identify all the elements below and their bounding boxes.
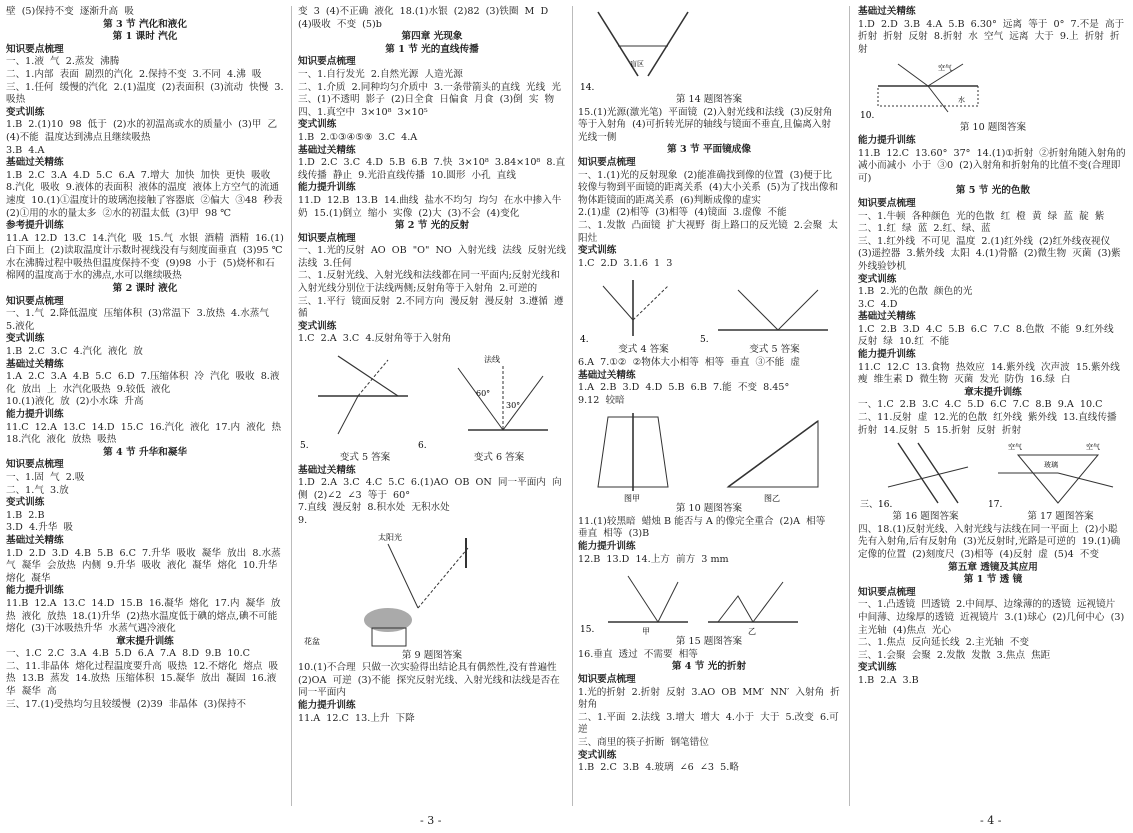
figure-q14 — [578, 6, 840, 94]
answer-line: 一、1.光的反射 AO OB "O" NO 入射光线 法线 反射光线 法线 3.任何 — [298, 245, 573, 269]
answer-line: 一、1.凸透镜 凹透镜 2.中间厚、边缘薄的的透镜 远视镜片 中间薄、边缘厚的透镜 近视镜片 3.(1)球心 (2)几何中心 (3)主光轴 (4)焦点 光心 — [858, 599, 1125, 636]
col3-text-d — [578, 649, 840, 775]
column-2 — [298, 6, 573, 806]
q10-mirrors-svg — [578, 407, 840, 503]
variant-5-6-svg — [298, 346, 566, 452]
subsection-label: 变式训练 — [858, 662, 897, 674]
angle-60-label: 60° — [476, 389, 491, 399]
variant-5b-caption: 变式 5 答案 — [749, 344, 800, 356]
column-1 — [6, 6, 289, 806]
subsection-label: 知识要点梳理 — [858, 586, 916, 598]
variant-4-number: 4. — [580, 335, 589, 346]
answer-line: 11.C 12.C 13.食物 热效应 14.紫外线 次声波 15.紫外线 瘦 维生素 D 微生物 灭菌 发光 防伪 16.绿 白 — [858, 361, 1126, 386]
air-label-2: 空气 — [1008, 443, 1022, 452]
subsection-label: 能力提升训练 — [578, 541, 636, 553]
answer-line: 1.D 2.C 3.C 4.D 5.B 6.B 7.快 3×10⁸ 3.84×10⁸ 8.直线传播 静止 9.光沿直线传播 10.圆形 小孔 直线 — [298, 157, 566, 181]
q16-number: 三、16. — [860, 500, 893, 511]
subsection-label: 基础过关精练 — [298, 464, 356, 476]
q16-17-svg — [858, 437, 1128, 511]
q15-svg — [578, 566, 840, 636]
q14-caption: 第 14 题图答案 — [675, 94, 743, 105]
glass-label: 玻璃 — [1044, 461, 1058, 470]
variant-4-5-captions — [578, 344, 840, 357]
subsection-label: 能力提升训练 — [858, 134, 916, 146]
section-heading: 第 2 课时 液化 — [112, 283, 178, 295]
variant-6-diagram — [458, 354, 548, 430]
section-heading: 第五章 透镜及其应用 — [948, 561, 1038, 573]
subsection-label: 能力提升训练 — [298, 699, 356, 711]
page-number-right: - 4 - — [980, 814, 1002, 827]
q14-number: 14. — [580, 83, 595, 93]
water-label: 水 — [958, 96, 965, 105]
answer-line: 三、1.红外线 不可见 温度 2.(1)红外线 (2)红外线夜视仪 (3)遥控器 3.紫外线 太阳 4.(1)骨骼 (2)微生物 灭菌 (3)紫外线验钞机 — [858, 235, 1121, 272]
column-4 — [858, 6, 1131, 806]
answer-line: 二、11.反射 虚 12.光的色散 红外线 紫外线 13.直线传播 折射 14.反射 5 15.折射 反射 折射 — [858, 412, 1123, 436]
answer-line: 三、1.会聚 会聚 2.发散 发散 3.焦点 焦距 — [858, 649, 1051, 661]
subsection-label: 基础过关精练 — [6, 157, 64, 169]
answer-line: 10.(1)不合理 只做一次实验得出结论具有偶然性,没有普遍性 (2)OA 可逆 (3)不能 探究反射光线、入射光线和法线是否在同一平面内 — [298, 662, 563, 699]
answer-line: 三、17.(1)受热均匀且较缓慢 (2)39 非晶体 (3)保持不 — [6, 698, 247, 710]
answer-line: 一、1.自行发光 2.自然光源 人造光源 — [298, 68, 463, 80]
figure-q10-mirrors — [578, 407, 840, 503]
answer-line: 3.C 4.D — [858, 298, 898, 310]
figure-q15 — [578, 566, 840, 636]
answer-line: 1.B 2.光的色散 颜色的光 — [858, 286, 973, 298]
answer-line: 变 3 (4)不正确 液化 18.(1)水银 (2)82 (3)铁圈 M D (4)吸收 不变 (5)b — [298, 6, 555, 30]
answer-line: 11.B 12.A 13.C 14.D 15.B 16.凝华 熔化 17.内 凝华 放热 液化 放热 18.(1)升华 (2)热水温度低于碘的熔点,碘不可能熔化 (3)干冰吸热升华 水蒸气遇冷液化 — [6, 597, 281, 635]
answer-line: 1.D 2.D 3.B 4.A 5.B 6.30° 远离 等于 0° 7.不是 高于 折射 折射 反射 8.折射 水 空气 远离 大于 9.上 折射 折射 — [858, 18, 1131, 55]
variant-5b-number: 5. — [700, 335, 709, 346]
answer-line: 二、1.平面 2.法线 3.增大 增大 4.小于 大于 5.改变 6.可逆 — [578, 711, 839, 736]
subsection-label: 基础过关精练 — [6, 534, 64, 546]
answer-line: 1.B 2.C 3.C 4.汽化 液化 放 — [6, 346, 143, 358]
answer-line: 6.A 7.①② ②物体大小相等 相等 垂直 ③不能 虚 — [578, 356, 800, 368]
answer-line: 二、1.发散 凸面镜 扩大视野 街上路口的反光镜 2.会聚 太阳灶 — [578, 219, 838, 244]
answer-line: 1.B 2.B — [6, 509, 45, 521]
answer-line: 一、1.液 气 2.蒸发 沸腾 — [6, 56, 120, 68]
answer-line: 二、1.红 绿 蓝 2.红、绿、蓝 — [858, 223, 991, 235]
answer-line: 1.A 2.B 3.D 4.D 5.B 6.B 7.能 不变 8.45° — [578, 382, 790, 394]
subsection-label: 能力提升训练 — [858, 349, 916, 361]
subsection-label: 知识要点梳理 — [6, 295, 64, 307]
answer-line: 10.(1)液化 放 (2)小水珠 升高 — [6, 396, 144, 408]
subsection-label: 知识要点梳理 — [6, 459, 64, 471]
variant-5-caption: 变式 5 答案 — [339, 452, 391, 464]
answer-line: 1.B 2.A 3.B — [858, 674, 919, 686]
answer-line: 三、1.任何 缓慢的汽化 2.(1)温度 (2)表面积 (3)流动 快慢 3.吸热 — [6, 81, 284, 106]
answer-line: 三、(1)不透明 影子 (2)日全食 日偏食 月食 (3)倒 实 物 — [298, 94, 555, 106]
answer-line: 一、1.C 2.B 3.C 4.C 5.D 6.C 7.C 8.B 9.A 10.C — [858, 399, 1103, 411]
flowerpot-label: 花盆 — [304, 636, 320, 646]
answer-line: 1.光的折射 2.折射 反射 3.AO OB MM′ NN′ 入射角 折射角 — [578, 686, 840, 711]
answer-line: 二、1.反射光线、入射光线和法线都在同一平面内;反射光线和入射光线分别位于法线两侧;反射角等于入射角 2.可逆的 — [298, 270, 560, 295]
q10-mirrors-caption: 第 10 题图答案 — [675, 503, 743, 515]
subsection-label: 基础过关精练 — [858, 311, 916, 323]
answer-line: 3.D 4.升华 吸 — [6, 522, 73, 534]
section-heading: 第 3 节 平面镜成像 — [667, 144, 751, 156]
answer-line: 9.12 较暗 — [578, 394, 625, 406]
q15-caption: 第 15 题图答案 — [675, 636, 743, 648]
subsection-label: 变式训练 — [298, 119, 337, 131]
figure-variant-4-5 — [578, 270, 840, 344]
col4-text-c — [858, 524, 1128, 688]
subsection-label: 变式训练 — [6, 333, 45, 345]
q10b-number: 10. — [860, 111, 875, 122]
answer-line: 二、1.介质 2.同种均匀介质中 3.一条带箭头的直线 光线 光 — [298, 81, 561, 93]
normal-label: 法线 — [484, 355, 500, 365]
section-heading: 第 4 节 光的折射 — [671, 661, 747, 673]
figure-variant-5-6 — [298, 346, 566, 452]
answer-line: 1.B 2.C 3.B 4.玻璃 ∠6 ∠3 5.略 — [578, 762, 739, 774]
figure-jia-label: 图甲 — [624, 494, 640, 504]
page-number-left: - 3 - — [420, 814, 442, 827]
q14-svg — [578, 6, 840, 94]
answer-line: 9. — [298, 515, 308, 526]
sunlight-label: 太阳光 — [378, 532, 402, 542]
subsection-label: 能力提升训练 — [298, 182, 356, 194]
answer-line: 1.A 2.C 3.A 4.B 5.C 6.D 7.压缩体积 冷 汽化 吸收 8.液化 放出 上 水汽化吸热 9.较低 液化 — [6, 371, 280, 395]
answer-line: 一、1.气 2.降低温度 压缩体积 (3)常温下 3.放热 4.水蒸气 5.液化 — [6, 308, 276, 332]
subsection-label: 能力提升训练 — [6, 409, 64, 420]
answer-line: 3.B 4.A — [6, 144, 45, 156]
answer-line: 11.C 12.A 13.C 14.D 15.C 16.汽化 液化 17.内 液化 热 18.汽化 液化 放热 吸热 — [6, 421, 288, 446]
section-heading: 第四章 光现象 — [401, 31, 463, 43]
answer-line: 7.直线 漫反射 8.积水处 无积水处 — [298, 502, 450, 514]
answer-line: 一、1.(1)光的反射现象 (2)能准确找到像的位置 (3)便于比较像与物到平面镜的距离关系 (4)大小关系 (5)为了找出像和物体距镜面的距离关系 (6)判断成像的虚实 — [578, 169, 839, 206]
air-label: 空气 — [938, 64, 952, 73]
subsection-label: 变式训练 — [6, 497, 45, 509]
section-heading: 第 4 节 升华和凝华 — [103, 446, 187, 458]
col3-text-c — [578, 516, 840, 566]
answer-line: 12.B 13.D 14.上方 前方 3 mm — [578, 553, 729, 565]
q16-17-captions — [858, 511, 1128, 524]
answer-line: 四、1.真空中 3×10⁸ 3×10⁵ — [298, 106, 428, 118]
q17-caption: 第 17 题图答案 — [1027, 511, 1094, 523]
answer-line: 15.(1)光源(激光笔) 平面镜 (2)入射光线和法线 (3)反射角等于入射角 (4)可折转光屏的轴线与镜面不垂直,且偏离入射光线一侧 — [578, 106, 833, 143]
col1-content — [6, 6, 289, 711]
variant-5-diagram — [318, 356, 408, 434]
answer-line: 1.B 2.①③④⑤⑨ 3.C 4.A — [298, 131, 418, 143]
q15-yi-label: 乙 — [748, 627, 756, 637]
answer-line: 11.A 12.D 13.C 14.汽化 吸 15.气 水银 酒精 酒精 16.(1)白下面上 (2)读取温度计示数时视线没有与刻度面垂直 (3)95 ℃ 水在沸腾过程中吸热但温度保持不变 (9)98 小于 (5)烧杯和石棉网的温度高于水的沸点,水可以继续吸热 — [6, 232, 289, 282]
column-3 — [578, 6, 840, 806]
figure-yi-label: 图乙 — [764, 494, 780, 504]
answer-line: 1.B 2.(1)10 98 低于 (2)水的初温高或水的质量小 (3)甲 乙 (4)不能 温度达到沸点且继续吸热 — [6, 119, 284, 143]
answer-line: 2.(1)虚 (2)相等 (3)相等 (4)镜面 3.虚像 不能 — [578, 207, 787, 219]
figure-q16-17 — [858, 437, 1128, 511]
answer-line: 二、11.非晶体 熔化过程温度要升高 吸热 12.不熔化 熔点 吸热 13.B 蒸发 14.放热 压缩体积 15.凝华 放出 凝固 16.液华 凝华 高 — [6, 660, 279, 698]
variant-4-caption: 变式 4 答案 — [618, 344, 669, 356]
answer-line: 11.D 12.B 13.B 14.曲线 盐水不均匀 均匀 在水中掺入牛奶 15.(1)倒立 缩小 实像 (2)大 (3)不会 (4)变化 — [298, 194, 562, 219]
col3-text-a — [578, 107, 840, 271]
fig-6-number: 6. — [418, 441, 427, 452]
col2-text-a — [298, 6, 573, 346]
subsection-label: 知识要点梳理 — [298, 56, 356, 68]
subsection-label: 变式训练 — [298, 320, 337, 332]
col3-text-b — [578, 357, 840, 407]
answer-line: 1.B 2.C 3.A 4.D 5.C 6.A 7.增大 加快 加快 更快 吸收 8.汽化 吸收 9.液体的表面积 液体的温度 液体上方空气的流通速度 10.(1)①温度计的玻璃泡接触了容器底 ②偏大 ③48 秒表 (2)①用的水的量太多 ②水的初温太低 (3)甲 98 ℃ — [6, 169, 289, 219]
section-heading: 章末提升训练 — [116, 635, 174, 647]
section-heading: 第 2 节 光的反射 — [394, 220, 470, 232]
subsection-label: 变式训练 — [578, 245, 617, 257]
col4-text-a — [858, 6, 1131, 56]
answer-line: 二、1.焦点 反向延长线 2.主光轴 不变 — [858, 637, 1029, 649]
subsection-label: 基础过关精练 — [6, 358, 64, 370]
col2-text-c — [298, 662, 566, 725]
q16-caption: 第 16 题图答案 — [892, 511, 959, 523]
q15-number: 15. — [580, 625, 595, 636]
answer-line: 1.C 2.D 3.1.6 1 3 — [578, 257, 673, 269]
col2-text-b — [298, 465, 566, 528]
q9-svg — [298, 528, 566, 650]
variant-6-caption: 变式 6 答案 — [473, 452, 525, 464]
col4-text-b — [858, 135, 1128, 437]
answer-line: 1.D 2.A 3.C 4.C 5.C 6.(1)AO OB ON 同一平面内 向侧 (2)∠2 ∠3 等于 60° — [298, 477, 562, 501]
section-heading: 章末提升训练 — [964, 386, 1022, 398]
answer-line: 一、1.C 2.C 3.A 4.B 5.D 6.A 7.A 8.D 9.B 10.C — [6, 648, 251, 660]
answer-line: 1.C 2.A 3.C 4.反射角等于入射角 — [298, 333, 452, 345]
answer-line: 1.D 2.D 3.D 4.B 5.B 6.C 7.升华 吸收 凝华 放出 8.水蒸气 凝华 会放热 内侧 9.升华 吸收 液化 凝华 熔化 10.升华 熔化 凝华 — [6, 547, 284, 584]
fig-5-number: 5. — [300, 441, 309, 452]
q9-caption: 第 9 题图答案 — [401, 649, 463, 661]
q10-refraction-caption: 第 10 题图答案 — [959, 122, 1027, 134]
q10-refraction-svg — [858, 56, 1128, 122]
figure-q9 — [298, 528, 566, 650]
subsection-label: 参考提升训练 — [6, 220, 64, 232]
answer-line: 二、1.内部 表面 剧烈的汽化 2.保持不变 3.不同 4.沸 吸 — [6, 68, 262, 80]
answer-line: 三、商里的筷子折断 钢笔错位 — [578, 737, 709, 748]
subsection-label: 知识要点梳理 — [298, 232, 356, 244]
q15-jia-label: 甲 — [642, 627, 650, 637]
subsection-label: 基础过关精练 — [298, 144, 356, 156]
answer-line: 一、1.固 气 2.吸 — [6, 471, 85, 483]
variant-5-6-captions — [298, 452, 566, 465]
figure-q10-refraction — [858, 56, 1128, 122]
subsection-label: 能力提升训练 — [6, 585, 64, 597]
answer-line: 1.C 2.B 3.D 4.C 5.B 6.C 7.C 8.色散 不能 9.红外线 反射 绿 10.红 不能 — [858, 323, 1120, 348]
subsection-label: 知识要点梳理 — [858, 197, 916, 209]
subsection-label: 基础过关精练 — [578, 369, 636, 381]
answer-line: 11.(1)较黑暗 蜡烛 B 能否与 A 的像完全重合 (2)A 相等 垂直 相等 (3)B — [578, 515, 832, 540]
subsection-label: 变式训练 — [578, 749, 617, 761]
subsection-label: 变式训练 — [6, 106, 45, 118]
answer-line: 四、18.(1)反射光线、入射光线与法线在同一平面上 (2)小聪 先有入射角,后有反射角 (3)光反射时,光路是可逆的 19.(1)确定像的位置 (2)刻度尺 (3)相等 (4)反射 虚 (5)4 不变 — [858, 523, 1124, 560]
subsection-label: 基础过关精练 — [858, 6, 916, 17]
answer-line: 16.垂直 透过 不需要 相等 — [578, 648, 698, 660]
section-heading: 第 3 节 汽化和液化 — [103, 18, 187, 30]
subsection-label: 变式训练 — [858, 273, 897, 285]
answer-line: 二、1.气 3.放 — [6, 484, 69, 496]
air-label-3: 空气 — [1086, 443, 1100, 452]
section-heading: 第 1 节 光的直线传播 — [385, 43, 479, 55]
answer-line: 壁 (5)保持不变 逐渐升高 吸 — [6, 6, 134, 17]
subsection-label: 知识要点梳理 — [578, 674, 636, 686]
blind-zone-label: 盲区 — [630, 60, 644, 68]
subsection-label: 知识要点梳理 — [578, 156, 636, 168]
section-heading: 第 1 节 透 镜 — [963, 574, 1023, 586]
answer-line: 11.B 12.C 13.60° 37° 14.(1)①折射 ②折射角随入射角的减小而减小 小于 ③0 (2)入射角和折射角的比值不变(合理即可) — [858, 147, 1126, 184]
angle-30-label: 30° — [506, 401, 521, 411]
answer-line: 一、1.牛顿 各种颜色 光的色散 红 橙 黄 绿 蓝 靛 紫 — [858, 210, 1105, 222]
answer-line: 三、1.平行 镜面反射 2.不同方向 漫反射 漫反射 3.遵循 遵循 — [298, 295, 564, 320]
section-heading: 第 5 节 光的色散 — [955, 185, 1031, 197]
variant-4-5-svg — [578, 270, 840, 344]
answer-line: 11.A 12.C 13.上升 下降 — [298, 712, 415, 724]
subsection-label: 知识要点梳理 — [6, 43, 64, 55]
q17-number: 17. — [988, 500, 1003, 511]
section-heading: 第 1 课时 汽化 — [112, 31, 178, 43]
